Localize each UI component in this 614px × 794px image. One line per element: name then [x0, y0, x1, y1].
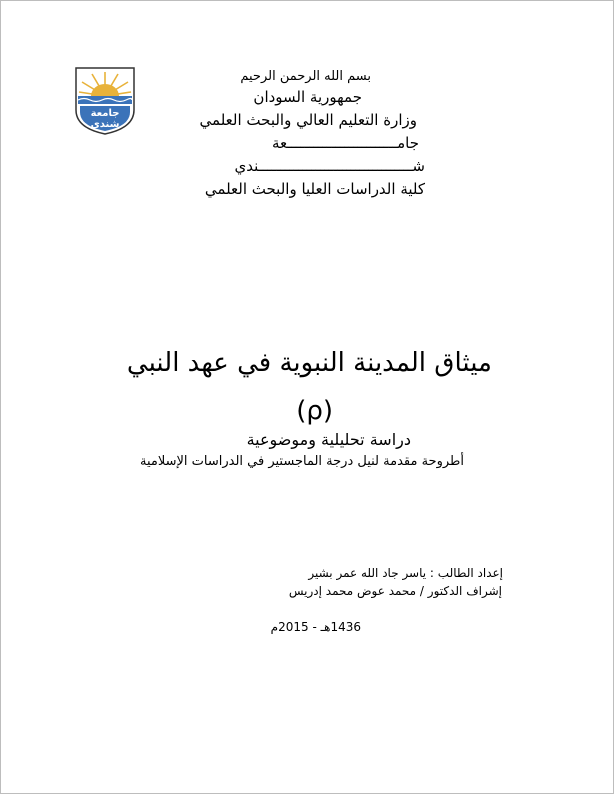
student-name: إعداد الطالب : ياسر جاد الله عمر بشير [308, 566, 503, 580]
thesis-date: 1436هـ - 2015م [270, 620, 361, 634]
republic-name: جمهورية السودان [253, 88, 362, 106]
logo-text-line2: شندي [90, 119, 120, 130]
college-name: كلية الدراسات العليا والبحث العلمي [204, 180, 425, 198]
university-name-part1: جامـــــــــــــــــــــــــعة [271, 134, 419, 152]
university-logo [72, 66, 138, 136]
university-name-part2: شـــــــــــــــــــــــــــــــــــندي [234, 157, 425, 175]
ministry-name: وزارة التعليم العالي والبحث العلمي [199, 111, 417, 129]
thesis-title: ميثاق المدينة النبوية في عهد النبي [126, 348, 492, 378]
supervisor-name: إشراف الدكتور / محمد عوض محمد إدريس [288, 584, 502, 598]
thesis-description: أطروحة مقدمة لنيل درجة الماجستير في الدراسات الإسلامية [139, 454, 464, 469]
basmala: بسم الله الرحمن الرحيم [240, 69, 371, 84]
thesis-subtitle: دراسة تحليلية وموضوعية [246, 430, 411, 449]
title-symbol: (ρ) [296, 396, 333, 426]
logo-text-line1: جامعة [90, 108, 120, 119]
